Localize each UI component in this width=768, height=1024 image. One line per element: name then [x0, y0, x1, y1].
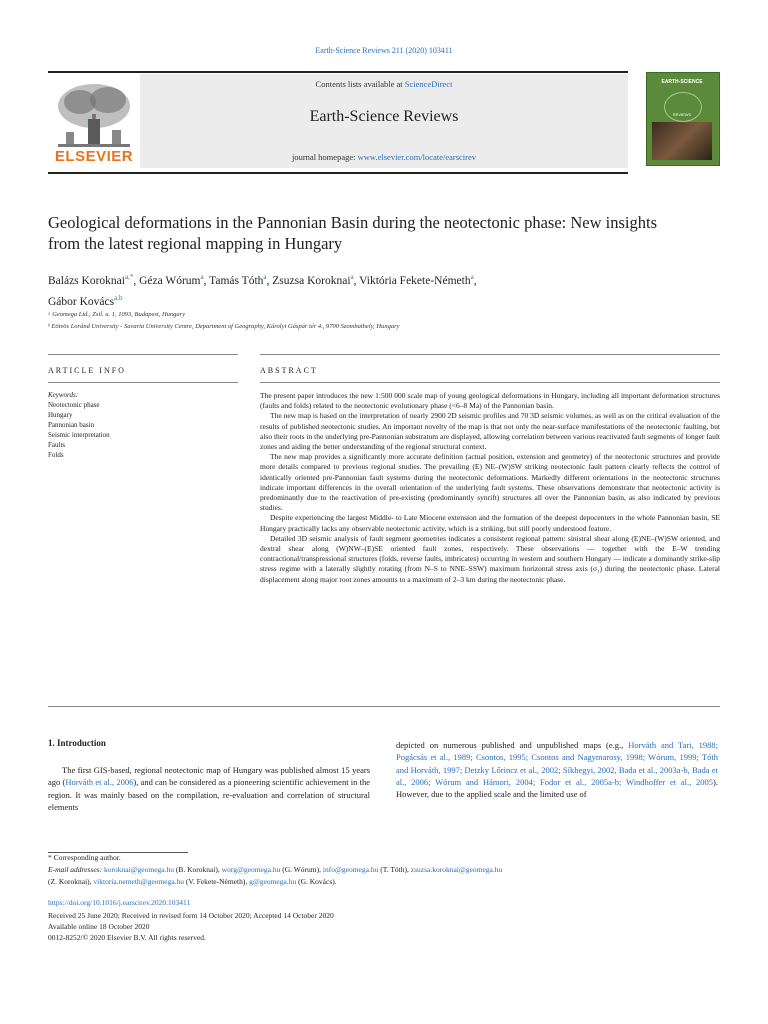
sciencedirect-link[interactable]: ScienceDirect	[404, 79, 453, 89]
cover-title: EARTH-SCIENCE	[661, 79, 703, 85]
email-owner: (B. Koroknai),	[173, 865, 222, 874]
intro-text: depicted on numerous published and unpublished maps (e.g.,	[396, 740, 629, 750]
abstract-paragraph: The new map provides a significantly more accurate definition (actual position, extension and geometry) of the neotectonic structures and provide more details compared to previous regional studies. The prevailing (E) NE–(W)SW striking neotectonic fault pattern clearly reflects the control of identically oriented pre-Pannonian fault systems during the neotectonic deformations. Markedly different orientations in the neotectonic structures indicate important differences in the overall orientation of the underlying fault systems. These observations demonstrate that neotectonic activity is predominantly due to the reactivation of pre-existing (predominantly synrift) structures all over the Pannonian basin, as also indicated by previous studies.	[260, 452, 720, 513]
author-list	[48, 269, 688, 311]
abstract-paragraph: The present paper introduces the new 1:500 000 scale map of young geological deformations in Hungary, including all important deformation structures (faults and folds) related to the neotectonic evolutionary phase (<6–8 Ma) of the Pannonian basin.	[260, 391, 720, 411]
article-info-rule-2	[48, 382, 238, 383]
journal-reference[interactable]: Earth-Science Reviews 211 (2020) 103411	[315, 46, 453, 55]
author-name[interactable]: Zsuzsa Koroknai	[272, 274, 351, 287]
email-owner: (V. Fekete-Németh),	[184, 877, 250, 886]
keyword-item: Hungary	[48, 411, 73, 419]
citation-link[interactable]: Horváth et al., 2006	[65, 777, 134, 788]
abstract-paragraph: The new map is based on the interpretation of nearly 2900 2D seismic profiles and 70 3D seismic volumes, as well as on the critical evaluation of the results of published neotectonic studies. An important novelty of the map is that not only the near-surface manifestations of the neotectonic faulting, but also their roots in the underlying pre-Pannonian substratum are displayed, allowing correlation between various reactivated fault segments of longer fault zones and aiding the better understanding of the regional structural context.	[260, 411, 720, 452]
journal-name: Earth-Science Reviews	[309, 108, 459, 125]
intro-column-2	[396, 739, 718, 800]
email-owner: (T. Tóth),	[378, 865, 411, 874]
author-affiliation-marker[interactable]: a	[200, 273, 204, 281]
email-owner: (G. Kovács).	[296, 877, 337, 886]
corresponding-author-note: * Corresponding author.	[48, 853, 121, 862]
author-affiliation-marker[interactable]: a	[470, 273, 474, 281]
email-link[interactable]: info@geomega.hu	[322, 865, 379, 874]
doi-link-text[interactable]: https://doi.org/10.1016/j.earscirev.2020.103411	[48, 898, 191, 907]
email-link[interactable]: worg@geomega.hu	[221, 865, 281, 874]
email-owner: (Z. Koroknai),	[48, 877, 94, 886]
keyword-item: Pannonian basin	[48, 421, 95, 429]
article-info-heading: ARTICLE INFO	[48, 366, 126, 375]
author-affiliation-marker[interactable]: a,*	[124, 273, 134, 281]
cover-subtitle: REVIEWS	[672, 112, 692, 117]
affiliation-a: ᵃ Geomega Ltd., Zsil. u. 1, 1093, Budapest, Hungary	[48, 311, 186, 318]
email-label: E-mail addresses:	[48, 865, 104, 874]
publisher-wordmark: ELSEVIER	[54, 148, 134, 165]
doi-link[interactable]	[48, 898, 190, 909]
contents-line	[140, 79, 628, 89]
email-line-1	[48, 864, 718, 876]
header-bottom-rule	[48, 172, 628, 174]
email-link[interactable]: koroknai@geomega.hu	[103, 865, 174, 874]
keywords-label: Keywords:	[48, 391, 79, 399]
abstract-end-rule	[48, 706, 720, 707]
intro-column-1	[48, 764, 370, 813]
article-title: Geological deformations in the Pannonian Basin during the neotectonic phase: New insights from the latest regional mapping in Hungary	[48, 213, 657, 253]
intro-paragraph	[396, 739, 718, 800]
keyword-item: Folds	[48, 451, 64, 459]
cover-globe-icon	[664, 92, 702, 122]
abstract-heading: ABSTRACT	[260, 366, 318, 375]
author-separator: ,	[133, 274, 140, 287]
author-separator: ,	[353, 274, 360, 287]
intro-text: The first GIS-based, regional neotectonic map of Hungary was published almost 15 years ago (	[48, 765, 370, 788]
author-affiliation-marker[interactable]: a	[263, 273, 267, 281]
homepage-prefix: journal homepage:	[291, 152, 358, 162]
received-dates: Received 25 June 2020; Received in revised form 14 October 2020; Accepted 14 October 2020	[48, 911, 334, 920]
author-separator: ,	[473, 274, 477, 287]
introduction-heading: 1. Introduction	[48, 738, 106, 748]
keyword-item: Faults	[48, 441, 66, 449]
header-top-rule	[48, 71, 628, 73]
abstract-rule-2	[260, 382, 720, 383]
email-line-2	[48, 876, 718, 888]
email-link[interactable]: viktoria.nemeth@geomega.hu	[93, 877, 185, 886]
cover-image	[652, 122, 712, 160]
author-name[interactable]: Balázs Koroknai	[48, 274, 125, 287]
keyword-item: Seismic interpretation	[48, 431, 110, 439]
author-affiliation-marker[interactable]: a,b	[114, 293, 123, 302]
author-name[interactable]: Gábor Kovács	[48, 295, 115, 308]
abstract-paragraph: Detailed 3D seismic analysis of fault segment geometries indicates a consistent regional pattern: sinistral shear along (E)NE–(W)SW oriented, and dextral shear along (W)NW–(E)SE oriented fault zones, respectively. These observations — together with the E–W trending contractional/transpressional structures (folds, reverse faults, imbricates) occurring in western and southern Hungary — indicate a dominantly strike-slip stress regime with a laterally slightly rotating (from N–S to NNE–SSW) maximum horizontal stress axis (σ₁) during the neotectonic phase. Lateral displacement along major root zones amounts to a maximum of 2–3 km during the neotectonic phase.	[260, 533, 720, 584]
affiliation-b: ᵇ Eötvös Loránd University - Savaria University Centre, Department of Geography, Károlyi Gáspár tér 4., 9700 Szombathely, Hungary	[48, 323, 400, 330]
email-link[interactable]: zsuzsa.koroknai@geomega.hu	[410, 865, 503, 874]
author-name[interactable]: Géza Wórum	[139, 274, 201, 287]
email-link[interactable]: g@geomega.hu	[249, 877, 297, 886]
citation-link[interactable]: Horváth and Tari, 1988; Pogácsás et al., 1989; Csontos, 1995; Csontos and Nagymarosy, 1998; Wórum, 1999; Tóth and Horváth, 1997; Detzky Lőrincz et al., 2002; Síkhegyi, 2002, Bada et al., 2003a-b, Bada et al., 2006; Wórum and Hámori, 2004; Fodor et al., 2005a-b; Windhoffer et al., 2005	[396, 740, 718, 787]
author-separator: ,	[203, 274, 210, 287]
abstract-body	[260, 391, 720, 585]
intro-paragraph	[48, 764, 370, 813]
author-name[interactable]: Viktória Fekete-Németh	[359, 274, 471, 287]
intro-text: ). However, due to the applied scale and the limited use of	[396, 776, 718, 800]
journal-homepage	[140, 152, 628, 162]
available-online: Available online 18 October 2020	[48, 922, 150, 931]
intro-text: ), and can be considered as a pioneering scientific achievement in the region. It was mainly based on the compilation, re-evaluation and correlation of structural elements	[48, 777, 370, 812]
copyright: 0012-8252/© 2020 Elsevier B.V. All rights reserved.	[48, 933, 206, 942]
article-info-rule	[48, 354, 238, 355]
homepage-link[interactable]: www.elsevier.com/locate/earscirev	[357, 152, 477, 162]
author-affiliation-marker[interactable]: a	[350, 273, 354, 281]
keyword-item: Neotectonic phase	[48, 401, 100, 409]
author-name[interactable]: Tamás Tóth	[209, 274, 264, 287]
contents-prefix: Contents lists available at	[315, 79, 405, 89]
email-owner: (G. Wórum),	[280, 865, 323, 874]
abstract-paragraph: Despite experiencing the largest Middle- to Late Miocene extension and the formation of the deepest depocenters in the whole Pannonian basin, SE Hungary practically lacks any observable neotectonic activity, which is a striking, but still poorly understood feature.	[260, 513, 720, 533]
abstract-rule	[260, 354, 720, 355]
author-separator: ,	[266, 274, 273, 287]
